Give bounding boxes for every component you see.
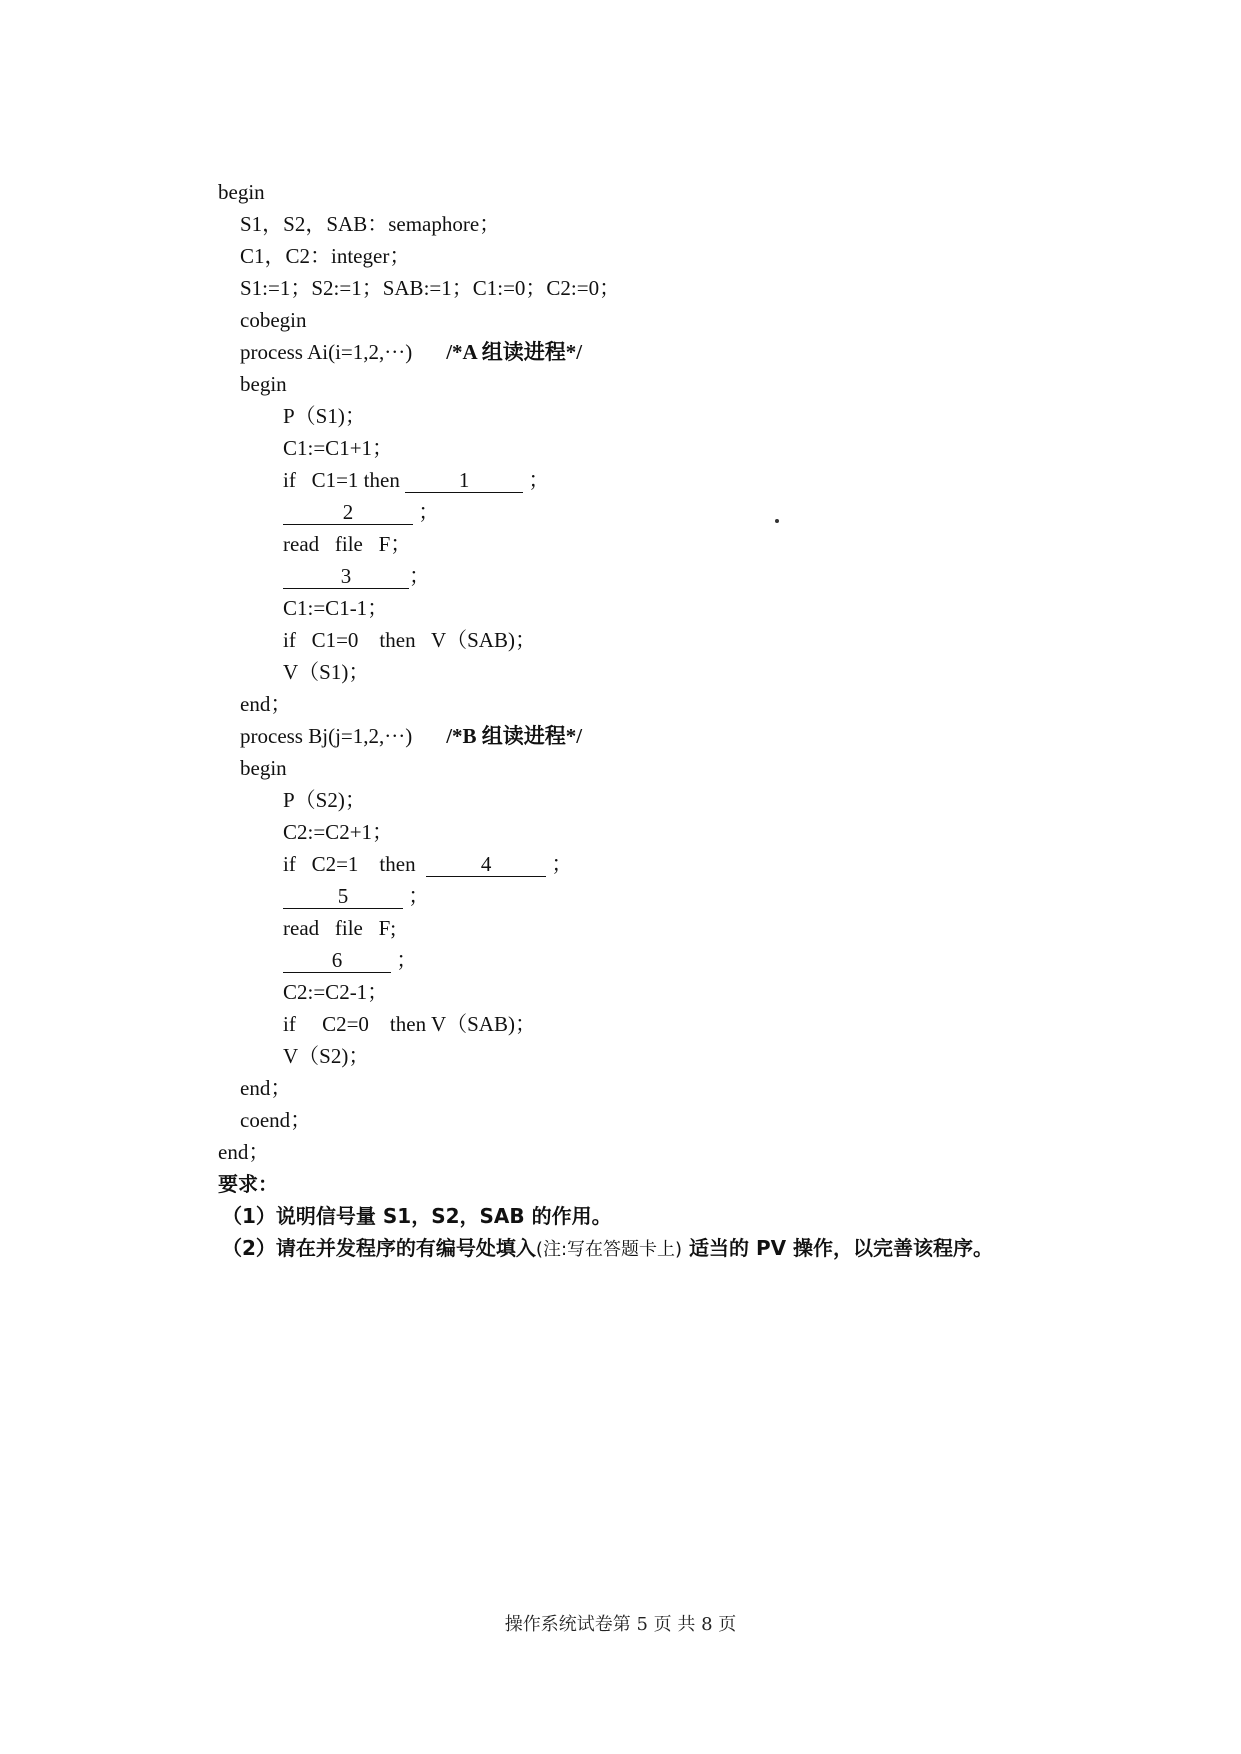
requirement-text: （2）请在并发程序的有编号处填入 (222, 1236, 536, 1260)
process-b-comment: /*B 组读进程*/ (446, 724, 583, 748)
code-line: read file F； (283, 532, 412, 556)
code-text: ； (403, 884, 430, 908)
requirements-title: 要求： (218, 1172, 278, 1196)
process-a-header: process Ai(i=1,2,···) (240, 340, 413, 364)
code-line: coend； (240, 1108, 312, 1132)
code-line: begin (240, 372, 287, 396)
code-text: if C2=1 then (283, 852, 416, 876)
process-a-comment: /*A 组读进程*/ (446, 340, 583, 364)
code-line-blank-5 (283, 881, 429, 911)
code-text: ； (391, 948, 418, 972)
code-line: P（S1)； (283, 404, 366, 428)
code-line-blank-3 (283, 561, 430, 591)
code-line: C2:=C2+1； (283, 820, 394, 844)
code-line: V（S1)； (283, 660, 370, 684)
code-line: if C2=0 then V（SAB)； (283, 1012, 536, 1036)
code-line: S1，S2，SAB：semaphore； (240, 212, 501, 236)
code-line: C2:=C2-1； (283, 980, 389, 1004)
requirement-item-1: （1）说明信号量 S1，S2，SAB 的作用。 (222, 1204, 612, 1228)
code-line: cobegin (240, 308, 307, 332)
code-line: C1:=C1+1； (283, 436, 394, 460)
fill-blank-3: 3 (283, 564, 409, 589)
code-line: begin (240, 756, 287, 780)
page-footer: 操作系统试卷第 5 页 共 8 页 (504, 1614, 737, 1635)
code-text: ； (546, 852, 573, 876)
code-text: if C1=1 then (283, 468, 400, 492)
fill-blank-5: 5 (283, 884, 403, 909)
code-line: if C1=0 then V（SAB)； (283, 628, 536, 652)
code-line: C1:=C1-1； (283, 596, 389, 620)
code-line: begin (218, 180, 265, 204)
code-text: ； (409, 564, 430, 588)
fill-blank-4: 4 (426, 852, 546, 877)
requirement-note: (注:写在答题卡上) (535, 1239, 683, 1260)
fill-blank-6: 6 (283, 948, 391, 973)
code-line-blank-1 (283, 465, 549, 495)
code-line-process-b (240, 721, 582, 751)
requirement-text: 适当的 PV 操作，以完善该程序。 (682, 1236, 994, 1260)
code-line: end； (240, 1076, 292, 1100)
requirement-item-2 (222, 1233, 993, 1263)
code-line: P（S2)； (283, 788, 366, 812)
code-line-blank-2 (283, 497, 439, 527)
fill-blank-1: 1 (405, 468, 523, 493)
code-line-process-a (240, 337, 582, 367)
code-line: end； (240, 692, 292, 716)
code-line-blank-4 (283, 849, 572, 879)
code-line: end； (218, 1140, 270, 1164)
code-line: read file F; (283, 916, 397, 940)
fill-blank-2: 2 (283, 500, 413, 525)
code-text: ； (523, 468, 550, 492)
process-b-header: process Bj(j=1,2,···) (240, 724, 413, 748)
code-line: V（S2)； (283, 1044, 370, 1068)
code-line: C1，C2：integer； (240, 244, 411, 268)
scan-speck (775, 519, 779, 523)
code-line: S1:=1；S2:=1；SAB:=1；C1:=0；C2:=0； (240, 276, 621, 300)
code-text: ； (413, 500, 440, 524)
code-line-blank-6 (283, 945, 417, 975)
